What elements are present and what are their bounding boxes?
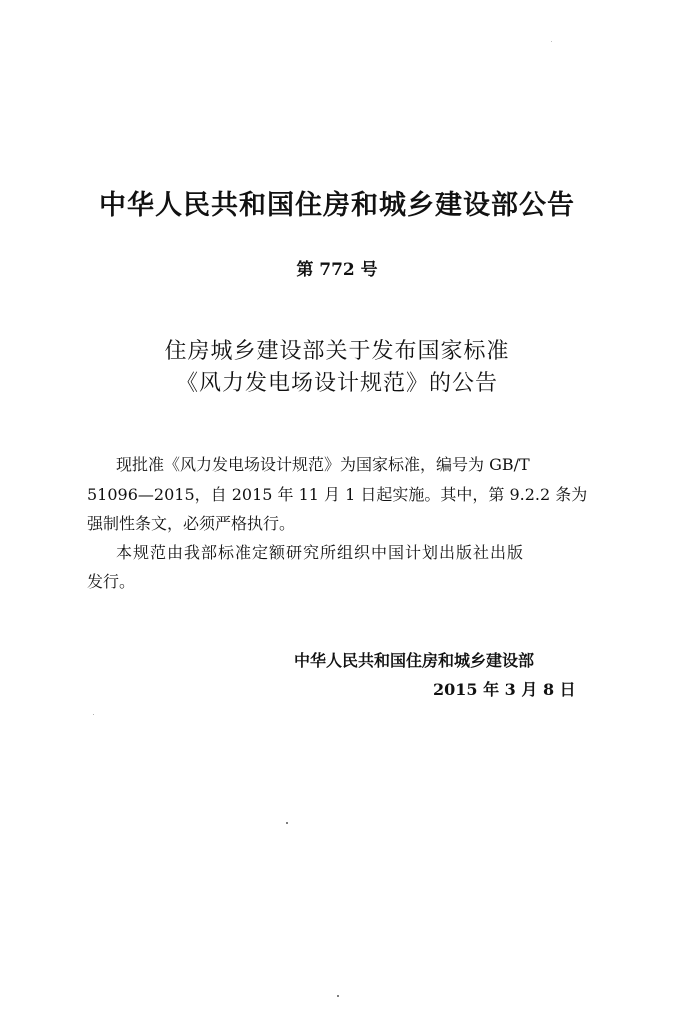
scan-speck — [337, 995, 339, 997]
paragraph-2-line-1: 本规范由我部标准定额研究所组织中国计划出版社出版 — [116, 543, 525, 562]
notice-title-line-1: 住房城乡建设部关于发布国家标准 — [164, 339, 510, 364]
scan-speck — [93, 714, 94, 715]
signature-organization: 中华人民共和国住房和城乡建设部 — [294, 651, 535, 670]
paragraph-1-line-2: 51096—2015，自 2015 年 11 月 1 日起实施。其中，第 9.2.2 条为 — [87, 485, 588, 504]
scan-speck — [286, 822, 288, 824]
announcement-number: 第 772 号 — [296, 260, 378, 280]
signature-date: 2015 年 3 月 8 日 — [433, 680, 576, 699]
paragraph-1-line-1: 现批准《风力发电场设计规范》为国家标准，编号为 GB/T — [116, 455, 530, 474]
scan-speck — [551, 41, 552, 42]
paragraph-2-line-2: 发行。 — [87, 572, 136, 591]
paragraph-1-line-3: 强制性条文，必须严格执行。 — [87, 514, 296, 533]
announcement-header-title: 中华人民共和国住房和城乡建设部公告 — [99, 190, 575, 221]
notice-title-line-2: 《风力发电场设计规范》的公告 — [175, 371, 498, 396]
